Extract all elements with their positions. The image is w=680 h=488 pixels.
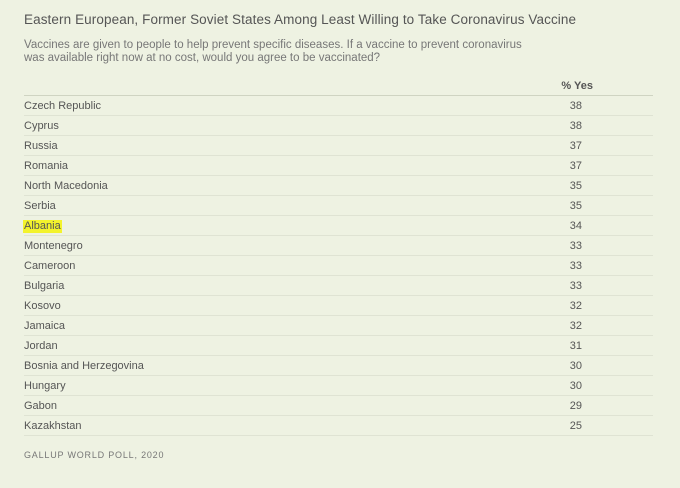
table-row (24, 256, 653, 276)
table-row (24, 396, 653, 416)
percent-yes-value: 33 (569, 240, 582, 252)
table-row (24, 376, 653, 396)
percent-yes-value: 35 (569, 180, 582, 192)
chart-title: Eastern European, Former Soviet States Among Least Willing to Take Coronavirus Vaccine (24, 12, 577, 27)
percent-yes-value: 33 (569, 260, 582, 272)
percent-yes-value: 38 (569, 100, 582, 112)
country-label: Bosnia and Herzegovina (24, 360, 144, 372)
percent-yes-value: 38 (569, 120, 582, 132)
table-row (24, 236, 653, 256)
table-row (24, 316, 653, 336)
percent-yes-value: 37 (569, 160, 582, 172)
percent-yes-value: 25 (569, 420, 582, 432)
table-row (24, 416, 653, 436)
percent-yes-value: 34 (569, 220, 582, 232)
table-row (24, 196, 653, 216)
country-label: Bulgaria (24, 280, 65, 292)
country-label: Gabon (24, 400, 58, 412)
country-label: North Macedonia (24, 180, 108, 192)
chart-subtitle: Vaccines are given to people to help prevent specific diseases. If a vaccine to prevent coronavirus was available right now at no cost, would you agree to be vaccinated? (24, 39, 522, 64)
country-label: Kosovo (24, 300, 61, 312)
table-row (24, 276, 653, 296)
country-label: Albania (24, 220, 61, 232)
table-row (24, 156, 653, 176)
source-note: GALLUP WORLD POLL, 2020 (24, 450, 165, 460)
table-row (24, 296, 653, 316)
country-label: Russia (24, 140, 58, 152)
table-row (24, 176, 653, 196)
percent-yes-value: 31 (569, 340, 582, 352)
country-label: Kazakhstan (24, 420, 82, 432)
country-label: Romania (24, 160, 69, 172)
data-table (24, 77, 653, 436)
column-header-yes: % Yes (561, 80, 593, 92)
percent-yes-value: 32 (569, 320, 582, 332)
table-row (24, 356, 653, 376)
table-row (24, 116, 653, 136)
country-label: Hungary (24, 380, 66, 392)
table-row (24, 136, 653, 156)
country-label: Jamaica (24, 320, 65, 332)
percent-yes-value: 37 (569, 140, 582, 152)
table-header-row (24, 77, 653, 96)
country-label: Cameroon (24, 260, 76, 272)
percent-yes-value: 30 (569, 380, 582, 392)
country-label: Serbia (24, 200, 56, 212)
country-label: Cyprus (24, 120, 59, 132)
table-row (24, 216, 653, 236)
table-row (24, 336, 653, 356)
percent-yes-value: 32 (569, 300, 582, 312)
table-body (24, 96, 653, 436)
percent-yes-value: 29 (569, 400, 582, 412)
country-label: Czech Republic (24, 100, 102, 112)
table-row (24, 96, 653, 116)
percent-yes-value: 33 (569, 280, 582, 292)
country-label: Montenegro (24, 240, 83, 252)
percent-yes-value: 30 (569, 360, 582, 372)
country-label: Jordan (24, 340, 58, 352)
percent-yes-value: 35 (569, 200, 582, 212)
